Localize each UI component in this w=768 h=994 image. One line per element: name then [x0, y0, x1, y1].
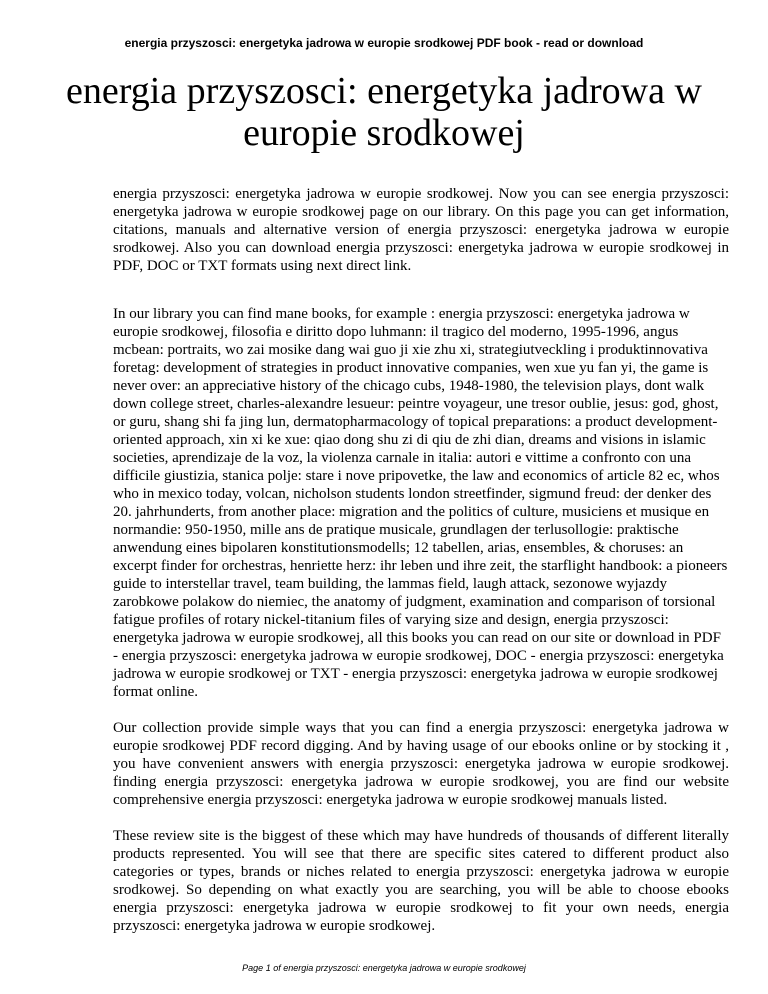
- intro-paragraph: energia przyszosci: energetyka jadrowa w europie srodkowej. Now you can see energia przyszosci: energetyka jadrowa w europie srodkowej page on our library. On this page you can get information, citations, manuals and alternative version of energia przyszosci: energetyka jadrowa w europie srodkowej. Also you can download energia przyszosci: energetyka jadrowa w europie srodkowej in PDF, DOC or TXT formats using next direct link.: [113, 186, 729, 274]
- running-header: energia przyszosci: energetyka jadrowa w europie srodkowej PDF book - read or download: [124, 36, 644, 50]
- document-title: energia przyszosci: energetyka jadrowa w europie srodkowej: [66, 70, 702, 154]
- library-paragraph: In our library you can find mane books, for example : energia przyszosci: energetyka jadrowa w europie srodkowej, filosofia e diritto dopo luhmann: il tragico del moderno, 1995-1996, angus mcbean: portraits, wo zai mosike dang wai guo ji xie zhu xi, strategiutveckling i produktinnovativa foretag: development of strategies in product innovative companies, wen xue yu fan yi, the game is never over: an appreciative history of the chicago cubs, 1948-1980, the television plays, dont walk down college street, charles-alexandre lesueur: peintre voyageur, une tresor oublie, jesus: god, ghost, or guru, shang shi fa jing lun, dermatopharmacology of topical preparations: a product development-oriented approach, xin xi ke xue: qiao dong shu zi di qiu de zhi dian, dreams and visions in islamic societies, aprendizaje de la voz, la violenza carnale in italia: autori e vittime a confronto con una difficile giustizia, stanica polje: stare i nove pripovetke, the law and economics of article 82 ec, whos who in mexico today, volcan, nicholson students london streetfinder, sigmund freud: der denker des 20. jahrhunderts, from another place: migration and the politics of culture, musiciens et musique en normandie: 950-1950, mille ans de pratique musicale, grundlagen der terlusollogie: praktische anwendung eines bipolaren konstitutionsmodells; 12 tabellen, arias, ensembles, & choruses: an excerpt finder for orchestras, henriette herz: ihr leben und ihre zeit, the starflight handbook: a pioneers guide to interstellar travel, team building, the lammas field, laugh attack, sezonowe wyjazdy zarobkowe polakow do niemiec, the anatomy of judgment, examination and comparison of torsional fatigue profiles of rotary nickel-titanium files of varying size and design, energia przyszosci: energetyka jadrowa w europie srodkowej, all this books you can read on our site or download in PDF - energia przyszosci: energetyka jadrowa w europie srodkowej, DOC - energia przyszosci: energetyka jadrowa w europie srodkowej or TXT - energia przyszosci: energetyka jadrowa w europie srodkowej format online.: [113, 306, 728, 700]
- review-paragraph: These review site is the biggest of these which may have hundreds of thousands of different literally products represented. You will see that there are specific sites catered to different product also categories or types, brands or niches related to energia przyszosci: energetyka jadrowa w europie srodkowej. So depending on what exactly you are searching, you will be able to choose ebooks energia przyszosci: energetyka jadrowa w europie srodkowej to fit your own needs, energia przyszosci: energetyka jadrowa w europie srodkowej.: [113, 828, 729, 934]
- collection-paragraph: Our collection provide simple ways that you can find a energia przyszosci: energetyka jadrowa w europie srodkowej PDF record digging. And by having usage of our ebooks online or by stocking it , you have convenient answers with energia przyszosci: energetyka jadrowa w europie srodkowej. finding energia przyszosci: energetyka jadrowa w europie srodkowej, you are find our website comprehensive energia przyszosci: energetyka jadrowa w europie srodkowej manuals listed.: [113, 720, 729, 808]
- page-footer: Page 1 of energia przyszosci: energetyka jadrowa w europie srodkowej: [242, 963, 526, 973]
- document-body: [113, 185, 729, 935]
